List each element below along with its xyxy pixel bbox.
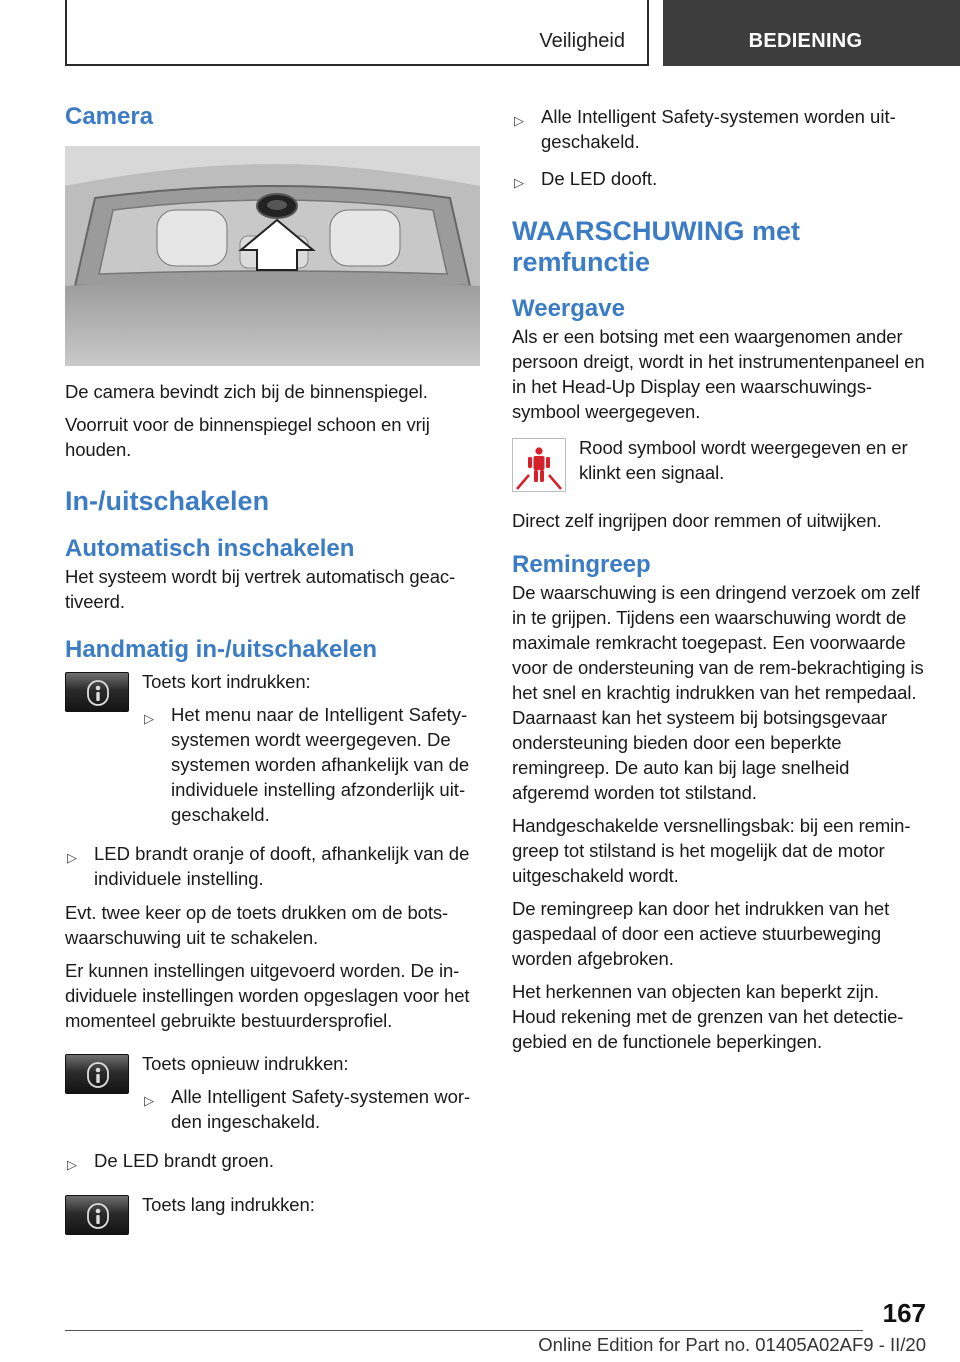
settings-paragraph: Er kunnen instellingen uitgevoerd worden. De in-dividuele instellingen worden opgeslagen voor het momenteel gebruikte bestuurdersprofiel. [65,960,470,1031]
pedestrian-warning-icon [512,438,566,492]
brake-heading: Remingreep [512,551,651,578]
press-again-label: Toets opnieuw indrukken: [142,1053,349,1074]
header-section-box [65,0,649,66]
twice-paragraph: Evt. twee keer op de toets drukken om de bots-waarschuwing uit te schakelen. [65,902,449,948]
press-long-bullet-2: ▷ De LED dooft. [512,166,927,191]
press-short-bullet-1: ▷ Het menu naar de Intelligent Safety-systemen wordt weergegeven. De systemen worden afhankelijk van de individuele instelling afzonderlijk uit-geschakeld. [144,704,470,825]
red-symbol-block [512,435,927,493]
footer-edition: Online Edition for Part no. 01405A02AF9 - II/20 [538,1334,926,1355]
triangle-right-icon: ▷ [67,1157,77,1172]
triangle-right-icon: ▷ [144,1093,154,1108]
press-long-bullet-1: ▷ Alle Intelligent Safety-systemen worden uit-geschakeld. [514,106,896,152]
right-column [512,104,927,1054]
page-number: 167 [882,1298,926,1328]
brake-paragraph-2: Handgeschakelde versnellingsbak: bij een remin-greep tot stilstand is het mogelijk dat de motor uitgeschakeld wordt. [512,815,911,886]
brake-paragraph-4: Het herkennen van objecten kan beperkt zijn. Houd rekening met de grenzen van het detectie-gebied en de functionele beperkingen. [512,981,904,1052]
intelligent-safety-button-icon [65,1195,129,1235]
triangle-right-icon: ▷ [144,711,154,726]
auto-paragraph: Het systeem wordt bij vertrek automatisch geac-tiveerd. [65,566,456,612]
press-short-block [65,669,480,827]
brake-paragraph-1: De waarschuwing is een dringend verzoek om zelf in te grijpen. Tijdens een waarschuwing wordt de maximale remkracht toegepast. Een voorwaarde voor de ondersteuning van de rem-bekrachtiging is het snel en krachtig indrukken van het rempedaal. Daarnaast kan het systeem bij botsingsgevaar ondersteuning bieden door een beperkte remingreep. De auto kan bij lage snelheid afgeremd worden tot stilstand. [512,582,924,803]
triangle-right-icon: ▷ [514,175,524,190]
intelligent-safety-button-icon [65,672,129,712]
header-chapter-title: BEDIENING [748,30,863,52]
press-again-bullet-1: ▷ Alle Intelligent Safety-systemen wor-den ingeschakeld. [144,1086,471,1132]
display-heading: Weergave [512,295,625,322]
manual-heading: Handmatig in-/uitschakelen [65,636,378,663]
camera-paragraph-1: De camera bevindt zich bij de binnenspiegel. [65,381,428,402]
car-interior-illustration [65,146,480,366]
press-short-label: Toets kort indrukken: [142,671,311,692]
header-chapter-tab [663,0,960,66]
display-paragraph: Als er een botsing met een waargenomen ander persoon dreigt, wordt in het instrumentenpaneel en in het Head-Up Display een waarschuwings-symbool weergegeven. [512,326,925,422]
press-short-bullet-2: ▷ LED brandt oranje of dooft, afhankelijk van de individuele instelling. [67,843,470,889]
auto-heading: Automatisch inschakelen [65,535,355,562]
press-again-block [65,1051,480,1134]
camera-location-photo [65,146,480,366]
intelligent-safety-button-icon [65,1054,129,1094]
onoff-heading: In-/uitschakelen [65,486,270,516]
red-symbol-text: Rood symbool wordt weergegeven en er klinkt een signaal. [579,437,908,483]
triangle-right-icon: ▷ [67,850,77,865]
press-long-block [65,1192,480,1238]
triangle-right-icon: ▷ [514,113,524,128]
camera-heading: Camera [65,103,154,130]
camera-paragraph-2: Voorruit voor de binnenspiegel schoon en vrij houden. [65,414,430,460]
warning-heading: WAARSCHUWING met remfunctie [512,216,800,277]
left-column [65,90,480,1238]
press-long-label: Toets lang indrukken: [142,1194,315,1215]
brake-paragraph-3: De remingreep kan door het indrukken van het gaspedaal of door een actieve stuurbeweging worden afgebroken. [512,898,890,969]
header-section-title: Veiligheid [539,30,625,52]
press-again-bullet-2: ▷ De LED brandt groen. [65,1148,480,1173]
footer-divider [65,1330,863,1331]
intervene-paragraph: Direct zelf ingrijpen door remmen of uitwijken. [512,510,882,531]
